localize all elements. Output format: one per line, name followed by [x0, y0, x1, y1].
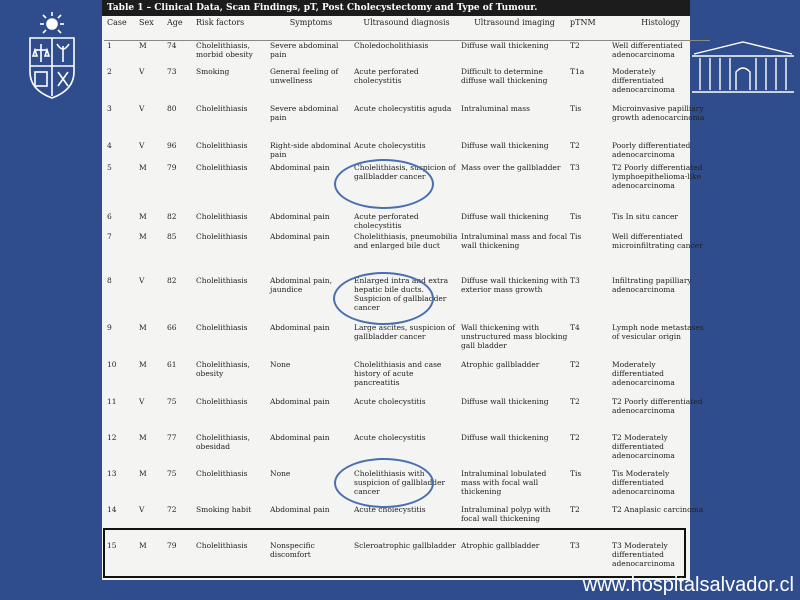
cell-risk-factors: Cholelithiasis: [196, 140, 248, 150]
cell-ultrasound-imaging: Diffuse wall thickening with exterior mass growth: [461, 275, 568, 294]
header-ultrasound-imaging: Ultrasound imaging: [460, 16, 569, 41]
cell-case: 8: [107, 275, 112, 285]
cell-symptoms: General feeling of unwellness: [270, 66, 339, 85]
cell-ptnm: T1a: [570, 66, 585, 76]
cell-histology: Poorly differentiated adenocarcinoma: [612, 140, 691, 159]
cell-ultrasound-diagnosis: Acute cholecystitis: [354, 396, 426, 406]
cell-case: 10: [107, 359, 117, 369]
cell-ultrasound-imaging: Mass over the gallbladder: [461, 162, 561, 172]
highlight-oval-case-13: [334, 458, 434, 508]
cell-ultrasound-imaging: Wall thickening with unstructured mass blocking gall bladder: [461, 322, 568, 350]
cell-sex: M: [139, 359, 147, 369]
cell-case: 4: [107, 140, 112, 150]
table-header-row: [104, 16, 710, 41]
cell-symptoms: Right-side abdominal pain: [270, 140, 351, 159]
cell-histology: Well differentiated microinfiltrating cancer: [612, 231, 703, 250]
cell-case: 3: [107, 103, 112, 113]
cell-ultrasound-diagnosis: Acute perforated cholecystitis: [354, 66, 419, 85]
header-sex: Sex: [138, 16, 166, 41]
highlight-oval-case-8: [333, 272, 434, 325]
cell-risk-factors: Cholelithiasis: [196, 231, 248, 241]
cell-case: 7: [107, 231, 112, 241]
header-age: Age: [166, 16, 195, 41]
cell-ultrasound-imaging: Intraluminal mass: [461, 103, 530, 113]
cell-symptoms: None: [270, 468, 291, 478]
cell-case: 2: [107, 66, 112, 76]
cell-symptoms: Severe abdominal pain: [270, 103, 339, 122]
cell-age: 75: [167, 468, 177, 478]
cell-age: 96: [167, 140, 177, 150]
cell-ultrasound-diagnosis: Acute cholecystitis: [354, 140, 426, 150]
cell-case: 11: [107, 396, 117, 406]
cell-sex: V: [139, 66, 145, 76]
cell-ptnm: T2: [570, 396, 580, 406]
cell-histology: Microinvasive papilliary growth adenocarcinoma: [612, 103, 705, 122]
cell-ultrasound-imaging: Diffuse wall thickening: [461, 432, 549, 442]
cell-ultrasound-diagnosis: Large ascites, suspicion of gallbladder cancer: [354, 322, 455, 341]
cell-case: 12: [107, 432, 117, 442]
cell-risk-factors: Cholelithiasis: [196, 322, 248, 332]
cell-sex: V: [139, 103, 145, 113]
cell-ultrasound-imaging: Difficult to determine diffuse wall thickening: [461, 66, 548, 85]
cell-case: 5: [107, 162, 112, 172]
cell-age: 79: [167, 540, 177, 550]
cell-symptoms: Abdominal pain: [270, 211, 330, 221]
cell-risk-factors: Cholelithiasis: [196, 468, 248, 478]
cell-ptnm: T2: [570, 504, 580, 514]
cell-ultrasound-diagnosis: Acute perforated cholecystitis: [354, 211, 419, 230]
cell-symptoms: Nonspecific discomfort: [270, 540, 315, 559]
cell-histology: T2 Poorly differentiated adenocarcinoma: [612, 396, 703, 415]
table-row: [104, 104, 710, 141]
cell-symptoms: Abdominal pain: [270, 504, 330, 514]
cell-histology: T2 Poorly differentiated lymphoepithelioma-like adenocarcinoma: [612, 162, 703, 190]
header-case: Case: [104, 16, 138, 41]
cell-age: 61: [167, 359, 177, 369]
cell-case: 1: [107, 41, 112, 50]
cell-case: 9: [107, 322, 112, 332]
cell-ultrasound-imaging: Diffuse wall thickening: [461, 41, 549, 50]
cell-risk-factors: Cholelithiasis: [196, 103, 248, 113]
table-row: [104, 323, 710, 360]
cell-histology: T3 Moderately differentiated adenocarcinoma: [612, 540, 675, 568]
cell-risk-factors: Cholelithiasis: [196, 396, 248, 406]
cell-risk-factors: Cholelithiasis: [196, 275, 248, 285]
cell-risk-factors: Smoking: [196, 66, 230, 76]
highlight-oval-case-5: [334, 159, 434, 209]
cell-case: 14: [107, 504, 117, 514]
footer-url: www.hospitalsalvador.cl: [582, 574, 794, 596]
cell-symptoms: Abdominal pain: [270, 432, 330, 442]
cell-sex: M: [139, 162, 147, 172]
cell-histology: Infiltrating papilliary adenocarcinoma: [612, 275, 692, 294]
cell-ptnm: T2: [570, 432, 580, 442]
cell-ptnm: T2: [570, 41, 580, 50]
cell-ultrasound-diagnosis: Acute cholecystitis: [354, 504, 426, 514]
cell-sex: V: [139, 504, 145, 514]
cell-histology: Lymph node metastases of vesicular origin: [612, 322, 704, 341]
cell-case: 15: [107, 540, 117, 550]
cell-age: 75: [167, 396, 177, 406]
cell-age: 82: [167, 211, 177, 221]
cell-risk-factors: Smoking habit: [196, 504, 252, 514]
table-row: [104, 212, 710, 232]
cell-age: 66: [167, 322, 177, 332]
table-row: [104, 232, 710, 276]
cell-risk-factors: Cholelithiasis: [196, 162, 248, 172]
cell-histology: Moderately differentiated adenocarcinoma: [612, 359, 675, 387]
header-ptnm: pTNM: [569, 16, 611, 41]
cell-sex: M: [139, 41, 147, 50]
cell-ptnm: T3: [570, 540, 580, 550]
cell-sex: M: [139, 231, 147, 241]
cell-ultrasound-imaging: Diffuse wall thickening: [461, 396, 549, 406]
cell-age: 82: [167, 275, 177, 285]
cell-risk-factors: Cholelithiasis: [196, 211, 248, 221]
header-ultrasound-diagnosis: Ultrasound diagnosis: [353, 16, 460, 41]
cell-age: 85: [167, 231, 177, 241]
cell-symptoms: Abdominal pain: [270, 322, 330, 332]
cell-ptnm: Tis: [570, 103, 582, 113]
cell-ultrasound-diagnosis: Cholelithiasis, pneumobilia and enlarged bile duct: [354, 231, 458, 250]
cell-ultrasound-diagnosis: Cholelithiasis, suspicion of gallbladder cancer: [354, 162, 456, 181]
cell-age: 80: [167, 103, 177, 113]
cell-age: 77: [167, 432, 177, 442]
cell-ultrasound-imaging: Atrophic gallbladder: [461, 540, 540, 550]
cell-risk-factors: Cholelithiasis: [196, 540, 248, 550]
cell-ptnm: T2: [570, 359, 580, 369]
cell-sex: M: [139, 540, 147, 550]
cell-ultrasound-imaging: Atrophic gallbladder: [461, 359, 540, 369]
cell-symptoms: Abdominal pain, jaundice: [270, 275, 333, 294]
cell-age: 73: [167, 66, 177, 76]
header-risk-factors: Risk factors: [195, 16, 269, 41]
table-row: [104, 41, 710, 67]
cell-case: 6: [107, 211, 112, 221]
cell-histology: Tis Moderately differentiated adenocarcinoma: [612, 468, 675, 496]
cell-ptnm: Tis: [570, 211, 582, 221]
cell-symptoms: Abdominal pain: [270, 231, 330, 241]
header-symptoms: Symptoms: [269, 16, 353, 41]
cell-ultrasound-diagnosis: Acute cholecystitis aguda: [354, 103, 452, 113]
cell-histology: Tis In situ cancer: [612, 211, 679, 221]
cell-ptnm: T3: [570, 162, 580, 172]
cell-symptoms: Abdominal pain: [270, 162, 330, 172]
cell-sex: M: [139, 468, 147, 478]
cell-case: 13: [107, 468, 117, 478]
header-histology: Histology: [611, 16, 710, 41]
cell-ptnm: Tis: [570, 231, 582, 241]
cell-ultrasound-diagnosis: Cholelithiasis with suspicion of gallbladder cancer: [354, 468, 446, 496]
cell-ptnm: Tis: [570, 468, 582, 478]
cell-age: 72: [167, 504, 177, 514]
cell-ultrasound-diagnosis: Enlarged intra and extra hepatic bile ducts. Suspicion of gallbladder cancer: [354, 275, 449, 313]
cell-ultrasound-imaging: Intraluminal mass and focal wall thickening: [461, 231, 568, 250]
cell-symptoms: Severe abdominal pain: [270, 41, 339, 60]
table-row: [104, 67, 710, 104]
table-row: [104, 360, 710, 397]
cell-histology: T2 Moderately differentiated adenocarcinoma: [612, 432, 675, 460]
cell-histology: Well differentiated adenocarcinoma: [612, 41, 683, 60]
cell-ptnm: T3: [570, 275, 580, 285]
highlight-box-case-15: [103, 528, 686, 578]
cell-histology: Moderately differentiated adenocarcinoma: [612, 66, 675, 94]
cell-ultrasound-diagnosis: Cholelithiasis and case history of acute pancreatitis: [354, 359, 442, 387]
cell-risk-factors: Cholelithiasis, obesidad: [196, 432, 250, 451]
cell-ultrasound-diagnosis: Scleroatrophic gallbladder: [354, 540, 456, 550]
university-crest-icon: [22, 10, 82, 102]
cell-sex: M: [139, 432, 147, 442]
cell-ptnm: T2: [570, 140, 580, 150]
table-row: [104, 397, 710, 433]
cell-ultrasound-imaging: Diffuse wall thickening: [461, 211, 549, 221]
cell-ultrasound-diagnosis: Acute cholecystitis: [354, 432, 426, 442]
cell-ultrasound-imaging: Diffuse wall thickening: [461, 140, 549, 150]
cell-ultrasound-diagnosis: Choledocholithiasis: [354, 41, 429, 50]
cell-ultrasound-imaging: Intraluminal polyp with focal wall thickening: [461, 504, 551, 523]
cell-age: 74: [167, 41, 177, 50]
cell-sex: M: [139, 211, 147, 221]
cell-age: 79: [167, 162, 177, 172]
cell-histology: T2 Anaplasic carcinoma: [612, 504, 704, 514]
table-row: [104, 141, 710, 163]
cell-symptoms: None: [270, 359, 291, 369]
cell-risk-factors: Cholelithiasis, morbid obesity: [196, 41, 253, 60]
cell-ptnm: T4: [570, 322, 580, 332]
cell-risk-factors: Cholelithiasis, obesity: [196, 359, 250, 378]
cell-sex: M: [139, 322, 147, 332]
cell-symptoms: Abdominal pain: [270, 396, 330, 406]
cell-sex: V: [139, 275, 145, 285]
table-title: Table 1 – Clinical Data, Scan Findings, pT, Post Cholecystectomy and Type of Tumour.: [102, 0, 690, 16]
cell-sex: V: [139, 140, 145, 150]
cell-ultrasound-imaging: Intraluminal lobulated mass with focal wall thickening: [461, 468, 547, 496]
cell-sex: V: [139, 396, 145, 406]
